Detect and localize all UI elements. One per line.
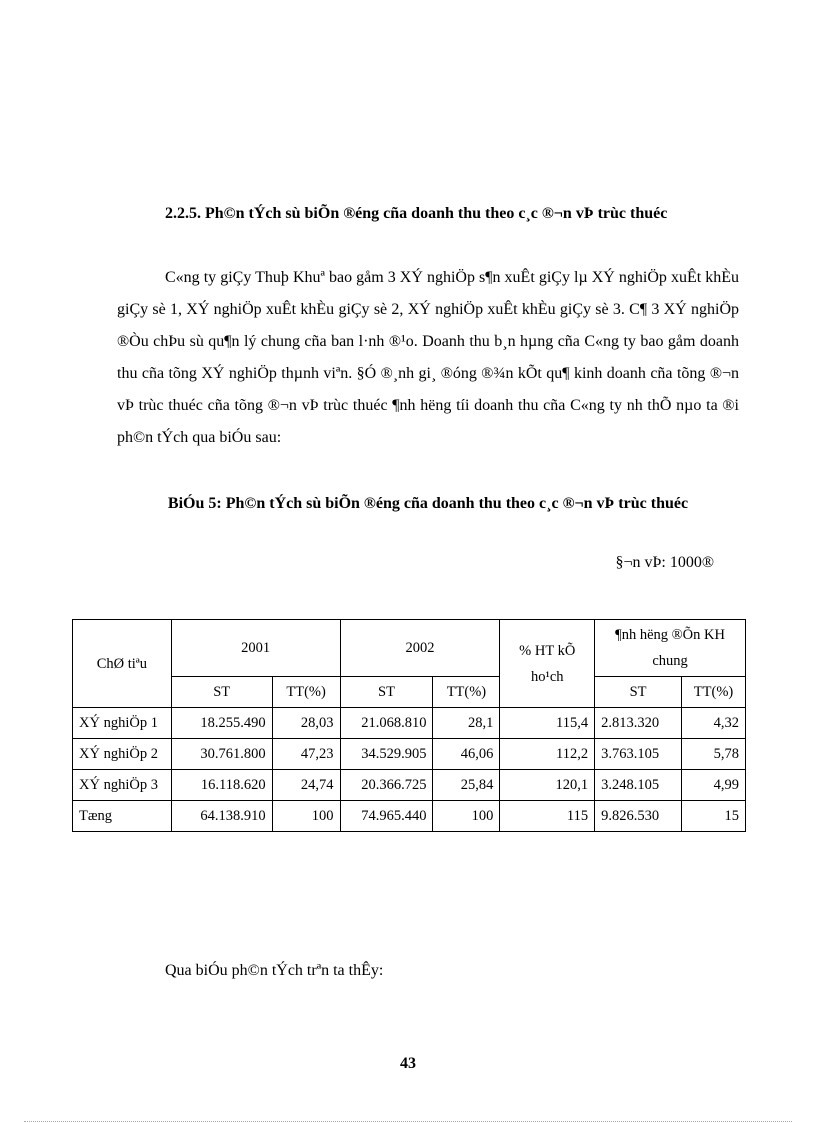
table-row [73,770,746,801]
subheader-tt-effect: TT(%) [682,677,746,708]
cell-tt-effect: 15 [682,801,746,832]
page-number: 43 [400,1055,416,1072]
table-header-row [73,620,746,677]
table-title: BiÓu 5: Ph©n tÝch sù biÕn ®éng cña doanh thu theo c¸c ®¬n vÞ trùc thuéc [167,495,689,512]
cell-plan: 112,2 [500,739,595,770]
cell-st-2001: 30.761.800 [171,739,272,770]
cell-tt-2001: 28,03 [272,708,340,739]
row-name: XÝ nghiÖp 2 [73,739,172,770]
cell-tt-2002: 100 [433,801,500,832]
cell-st-effect: 9.826.530 [595,801,682,832]
table-row [73,739,746,770]
revenue-table [72,619,746,832]
cell-st-effect: 2.813.320 [595,708,682,739]
subheader-st-2002: ST [340,677,433,708]
cell-st-effect: 3.248.105 [595,770,682,801]
cell-plan: 115 [500,801,595,832]
cell-tt-2002: 28,1 [433,708,500,739]
subheader-tt-2001: TT(%) [272,677,340,708]
table-row [73,708,746,739]
header-plan: % HT kÕ ho¹ch [500,620,595,708]
header-2001: 2001 [171,620,340,677]
table-subheader-row [73,677,746,708]
cell-tt-2001: 47,23 [272,739,340,770]
table-row-total [73,801,746,832]
row-name: XÝ nghiÖp 3 [73,770,172,801]
cell-st-2002: 34.529.905 [340,739,433,770]
cell-plan: 115,4 [500,708,595,739]
row-name: Tæng [73,801,172,832]
header-indicator: ChØ tiªu [73,620,172,708]
footer-divider [24,1121,792,1122]
cell-st-2002: 20.366.725 [340,770,433,801]
after-table-text: Qua biÓu ph©n tÝch trªn ta thÊy: [165,962,384,979]
cell-tt-effect: 5,78 [682,739,746,770]
cell-st-2001: 64.138.910 [171,801,272,832]
cell-tt-2002: 25,84 [433,770,500,801]
cell-st-2001: 16.118.620 [171,770,272,801]
cell-plan: 120,1 [500,770,595,801]
intro-paragraph: C«ng ty giÇy Thuþ Khuª bao gåm 3 XÝ nghiÖp s¶n xuÊt giÇy lµ XÝ nghiÖp xuÊt khÈu giÇy sè 1, XÝ nghiÖp xuÊt khÈu giÇy sè 2, XÝ nghiÖp xuÊt khÈu giÇy sè 3. C¶ 3 XÝ nghiÖp ®Òu chÞu sù qu¶n lý chung cña ban l·nh ®¹o. Doanh thu b¸n hµng cña C«ng ty bao gåm doanh thu cña tõng XÝ nghiÖp thµnh viªn. §Ó ®¸nh gi¸ ®óng ®¾n kÕt qu¶ kinh doanh cña tõng ®¬n vÞ trùc thuéc cña tõng ®¬n vÞ trùc thuéc ¶nh hëng tíi doanh thu cña C«ng ty nh thÕ nµo ta ®i ph©n tÝch qua biÓu sau: [117,269,739,446]
subheader-st-2001: ST [171,677,272,708]
unit-label: §¬n vÞ: 1000® [615,554,714,571]
cell-st-effect: 3.763.105 [595,739,682,770]
row-name: XÝ nghiÖp 1 [73,708,172,739]
header-2002: 2002 [340,620,500,677]
cell-tt-2001: 24,74 [272,770,340,801]
subheader-st-effect: ST [595,677,682,708]
cell-st-2002: 74.965.440 [340,801,433,832]
cell-tt-2001: 100 [272,801,340,832]
cell-tt-effect: 4,99 [682,770,746,801]
cell-tt-effect: 4,32 [682,708,746,739]
cell-st-2002: 21.068.810 [340,708,433,739]
cell-tt-2002: 46,06 [433,739,500,770]
cell-st-2001: 18.255.490 [171,708,272,739]
header-effect: ¶nh hëng ®Õn KH chung [595,620,746,677]
section-heading: 2.2.5. Ph©n tÝch sù biÕn ®éng cña doanh thu theo c¸c ®¬n vÞ trùc thuéc [165,205,668,222]
subheader-tt-2002: TT(%) [433,677,500,708]
